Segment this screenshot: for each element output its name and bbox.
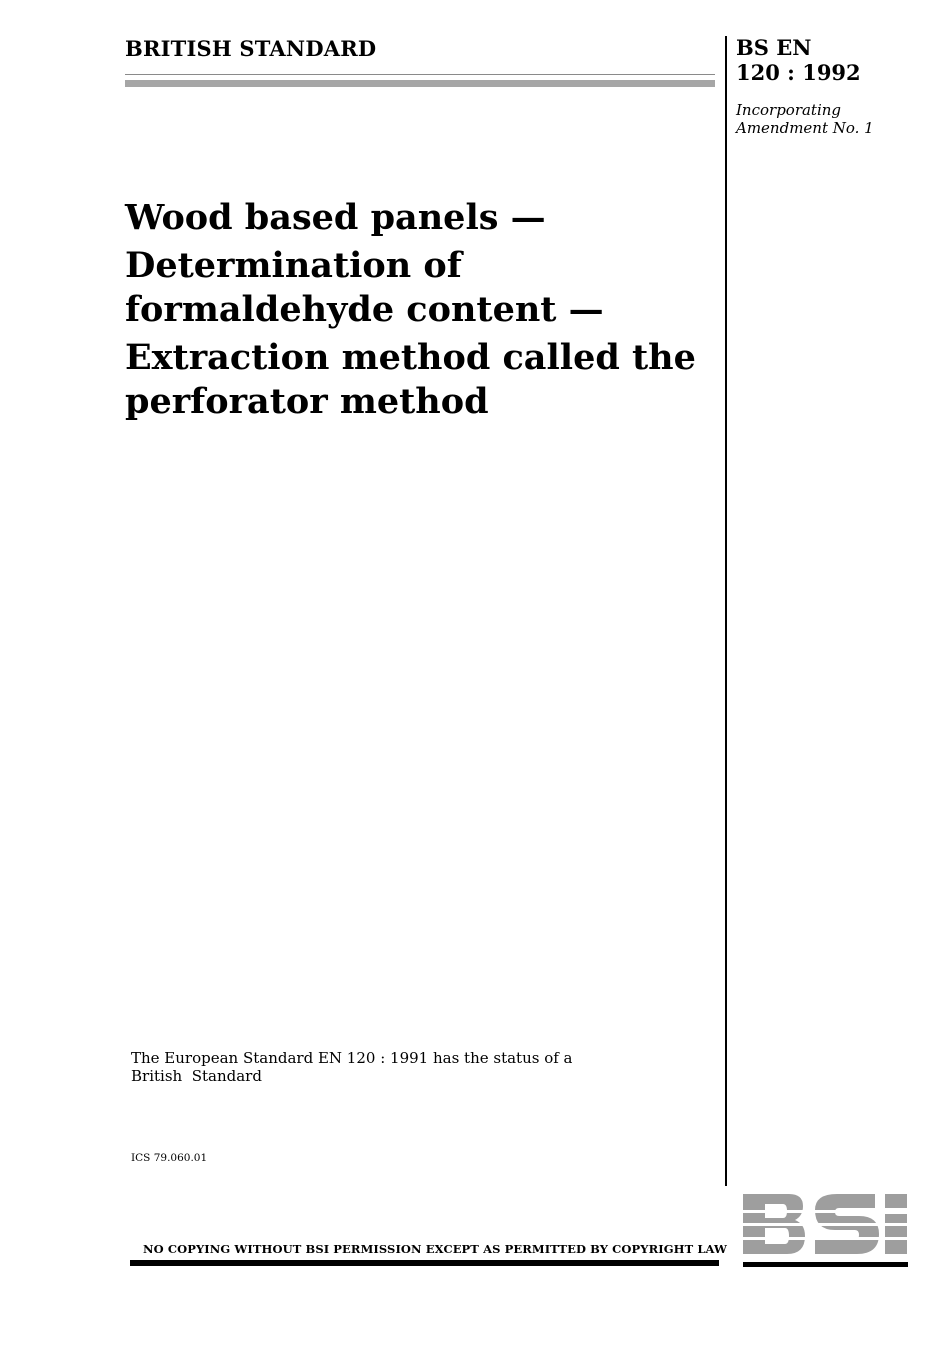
title-part-1: [125, 196, 720, 240]
amendment-line1: Incorporating: [736, 101, 842, 119]
header-thick-rule: [125, 80, 715, 87]
footer-bar-right: [743, 1262, 908, 1267]
vertical-divider: [725, 36, 727, 1186]
standard-number: [736, 35, 861, 85]
title-line: perforator method: [125, 381, 489, 422]
standard-number-line1: BS EN: [736, 35, 812, 60]
standard-type-label: BRITISH STANDARD: [125, 36, 377, 61]
document-title: [125, 196, 720, 428]
amendment-line2: Amendment No. 1: [736, 119, 874, 137]
title-line: Determination of: [125, 245, 462, 286]
title-line: Wood based panels —: [125, 197, 546, 238]
title-part-3: [125, 336, 720, 424]
bsi-logo-icon: [741, 1192, 909, 1256]
status-line2: British Standard: [131, 1067, 262, 1085]
title-line: formaldehyde content —: [125, 289, 604, 330]
footer-bar-left: [130, 1260, 719, 1266]
amendment-note: [736, 101, 874, 137]
status-statement: [131, 1049, 691, 1085]
ics-code: ICS 79.060.01: [131, 1152, 208, 1164]
title-line: Extraction method called the: [125, 337, 696, 378]
status-line1: The European Standard EN 120 : 1991 has the status of a: [131, 1049, 573, 1067]
standard-number-line2: 120 : 1992: [736, 60, 861, 85]
title-part-2: [125, 244, 720, 332]
header-thin-rule: [125, 74, 715, 75]
copyright-notice: NO COPYING WITHOUT BSI PERMISSION EXCEPT AS PERMITTED BY COPYRIGHT LAW: [143, 1242, 728, 1256]
